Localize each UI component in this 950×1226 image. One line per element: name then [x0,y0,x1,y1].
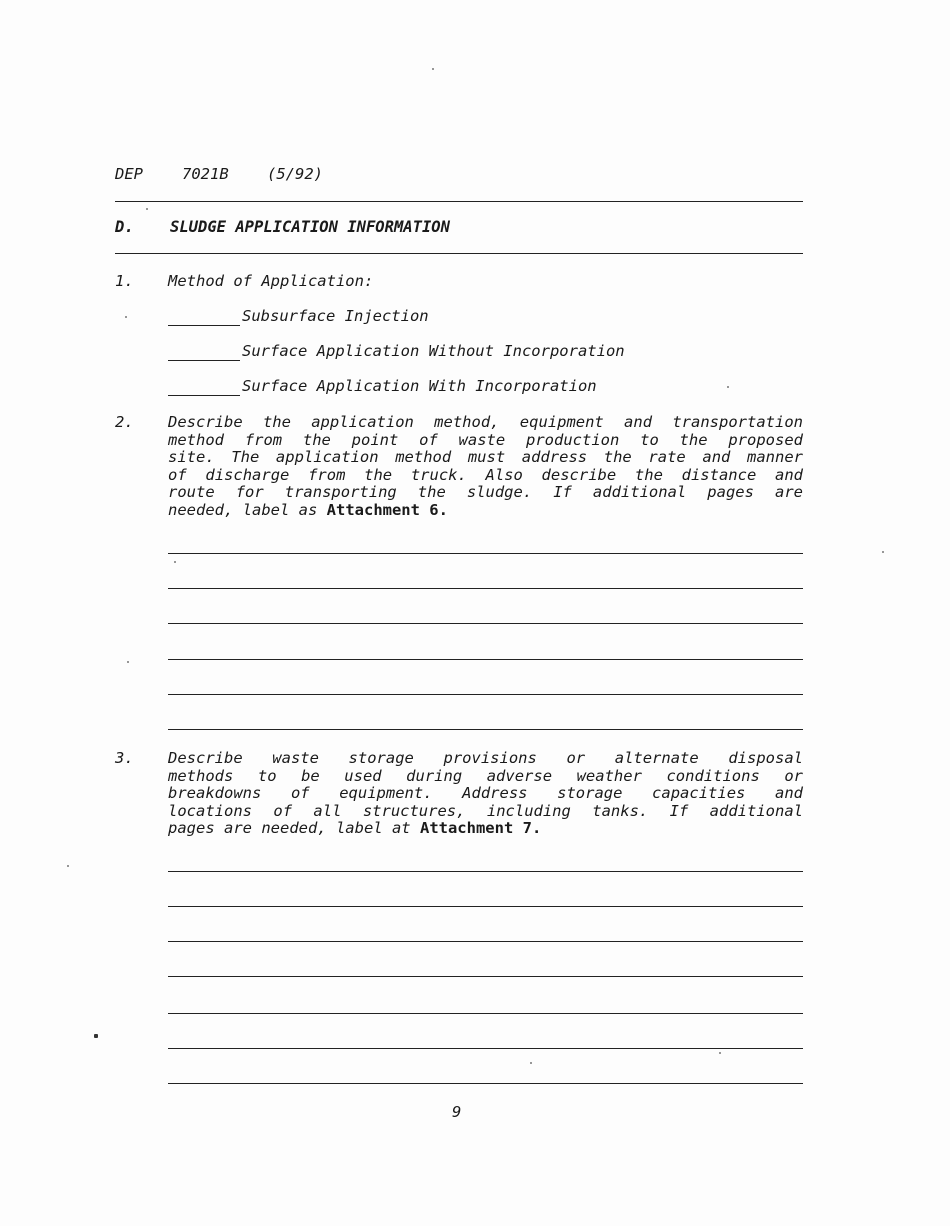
page-number: 9 [452,1103,462,1121]
q3-description [168,750,803,838]
q3-number: 3. [115,749,134,767]
scan-speck [530,1062,532,1064]
q1-number: 1. [115,272,134,290]
q2-number: 2. [115,413,134,431]
q2-answer-line-2[interactable] [168,588,803,589]
q3-attachment-label: Attachment 7. [419,819,542,838]
section-title: SLUDGE APPLICATION INFORMATION [170,218,450,236]
q3-answer-line-4[interactable] [168,976,803,977]
section-letter: D. [115,218,134,236]
q3-answer-line-5[interactable] [168,1013,803,1014]
form-date: (5/92) [267,165,323,183]
form-code: DEP [115,165,143,183]
option-label-surface-without-incorporation: Surface Application Without Incorporation [242,342,625,360]
q3-answer-line-7[interactable] [168,1083,803,1084]
option-blank-surface-without-incorporation[interactable] [168,360,240,361]
scan-speck [125,316,127,318]
q2-line: method from the point of waste production to the proposed [168,430,803,449]
option-label-surface-with-incorporation: Surface Application With Incorporation [242,377,597,395]
q2-answer-line-1[interactable] [168,553,803,554]
option-label-subsurface-injection: Subsurface Injection [242,307,429,325]
q3-line: breakdowns of equipment. Address storage capacities and [168,784,803,803]
q2-line: route for transporting the sludge. If additional pages are [168,483,803,502]
scan-speck [67,865,69,867]
q3-answer-line-6[interactable] [168,1048,803,1049]
header-rule [115,201,803,202]
scan-speck [727,386,729,388]
q2-answer-line-3[interactable] [168,623,803,624]
q3-line: locations of all structures, including tanks. If additional [168,801,803,820]
q3-answer-line-1[interactable] [168,871,803,872]
q3-line: methods to be used during adverse weather conditions or [168,766,803,785]
form-number: 7021B [182,165,229,183]
scan-speck [432,68,434,70]
q3-last-line-text: pages are needed, label at [168,819,411,838]
q2-attachment-label: Attachment 6. [326,500,448,519]
q3-line: Describe waste storage provisions or alternate disposal [168,749,803,767]
q2-answer-line-5[interactable] [168,694,803,695]
q2-line: of discharge from the truck. Also describe the distance and [168,465,803,484]
q2-answer-line-4[interactable] [168,659,803,660]
scan-speck [146,208,148,210]
q2-description [168,414,803,520]
q1-prompt: Method of Application: [168,272,374,290]
q2-line [168,502,803,520]
q3-answer-line-3[interactable] [168,941,803,942]
scan-speck [127,661,129,663]
q3-line [168,820,803,838]
scan-speck [94,1034,98,1038]
q2-line: Describe the application method, equipment and transportation [168,413,803,431]
option-blank-surface-with-incorporation[interactable] [168,395,240,396]
option-blank-subsurface-injection[interactable] [168,325,240,326]
q2-last-line-text: needed, label as [168,500,318,519]
scan-speck [719,1052,721,1054]
scan-speck [174,561,176,563]
q3-answer-line-2[interactable] [168,906,803,907]
scan-speck [882,551,884,553]
section-rule [115,253,803,254]
q2-line: site. The application method must address the rate and manner [168,448,803,467]
q2-answer-line-6[interactable] [168,729,803,730]
